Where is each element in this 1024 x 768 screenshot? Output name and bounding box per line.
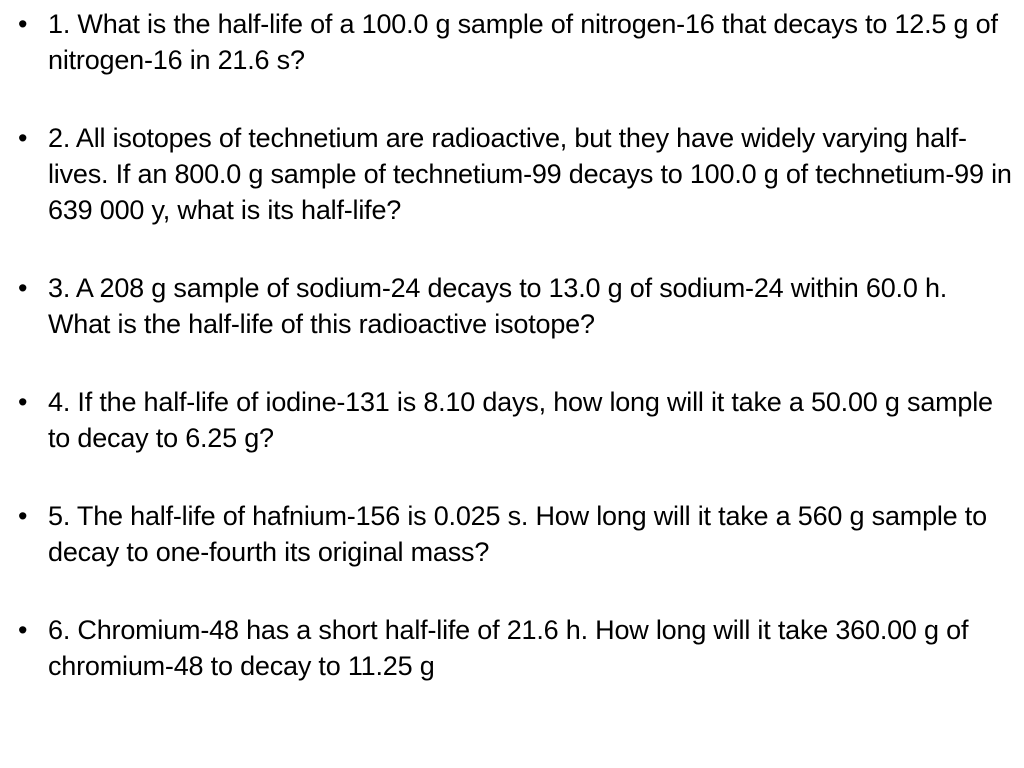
list-item-1 [14,6,1016,78]
bullet-icon: • [18,501,28,531]
problem-2-text: 2. All isotopes of technetium are radioactive, but they have widely varying half-lives. If an 800.0 g sample of technetium-99 decays to 100.0 g of technetium-99 in 639 000 y, what is its half-life? [48,123,1012,225]
list-item-2 [14,120,1016,228]
problem-5-text: 5. The half-life of hafnium-156 is 0.025 s. How long will it take a 560 g sample to decay to one-fourth its original mass? [48,501,987,567]
bullet-icon: • [18,123,28,153]
bullet-icon: • [18,9,28,39]
list-item-5 [14,498,1016,570]
bullet-icon: • [18,273,28,303]
bullet-icon: • [18,387,28,417]
bullet-icon: • [18,615,28,645]
problem-4-text: 4. If the half-life of iodine-131 is 8.10 days, how long will it take a 50.00 g sample to decay to 6.25 g? [48,387,993,453]
list-item-4 [14,384,1016,456]
problem-6-text: 6. Chromium-48 has a short half-life of 21.6 h. How long will it take 360.00 g of chromium-48 to decay to 11.25 g [48,615,969,681]
problem-3-text: 3. A 208 g sample of sodium-24 decays to 13.0 g of sodium-24 within 60.0 h. What is the half-life of this radioactive isotope? [48,273,948,339]
problem-1-text: 1. What is the half-life of a 100.0 g sample of nitrogen-16 that decays to 12.5 g of nitrogen-16 in 21.6 s? [48,9,998,75]
problem-list [14,6,1016,684]
list-item-3 [14,270,1016,342]
list-item-6 [14,612,1016,684]
